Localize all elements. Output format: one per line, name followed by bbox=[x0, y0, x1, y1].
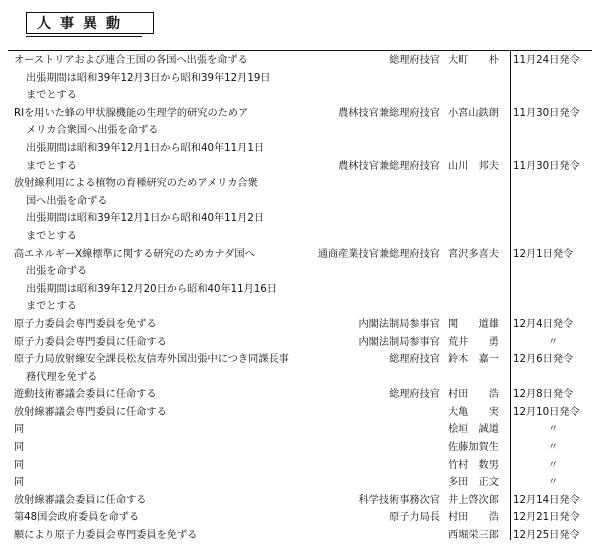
list-item bbox=[0, 210, 600, 228]
list-item bbox=[0, 87, 600, 105]
entry-text: RIを用いた蜂の甲状腺機能の生理学的研究のためア bbox=[14, 107, 249, 119]
entry-text: 同 bbox=[14, 442, 25, 454]
list-item bbox=[0, 158, 600, 176]
official-title: 科学技術事務次官 bbox=[358, 494, 440, 506]
issue-date: 〃 bbox=[548, 459, 559, 471]
issue-date: 12月25日発令 bbox=[513, 530, 580, 542]
person-name: 小宮山鉄朗 bbox=[448, 107, 499, 119]
person-name: 宮沢多喜夫 bbox=[448, 248, 499, 260]
issue-date: 〃 bbox=[548, 336, 559, 348]
entry-text: 同 bbox=[14, 424, 25, 436]
official-title: 総理府技官 bbox=[389, 389, 440, 401]
entry-text: 国へ出張を命ずる bbox=[26, 195, 108, 207]
person-name: 竹村 数男 bbox=[448, 459, 499, 471]
entry-text: 願により原子力委員会専門委員を免ずる bbox=[14, 530, 198, 542]
entry-text: 原子力委員会専門委員を免ずる bbox=[14, 318, 157, 330]
official-title: 総理府技官 bbox=[389, 354, 440, 366]
entry-text: までとする bbox=[26, 301, 77, 313]
person-name: 関 道雄 bbox=[448, 318, 499, 330]
person-name: 大町 朴 bbox=[448, 55, 499, 66]
issue-date: 12月1日発令 bbox=[513, 248, 574, 260]
official-title: 通商産業技官兼総理府技官 bbox=[317, 248, 440, 260]
official-title: 農林技官兼総理府技官 bbox=[338, 107, 440, 119]
official-title: 内閣法制局参事官 bbox=[358, 318, 440, 330]
title-underline bbox=[26, 36, 142, 37]
official-title: 総理府技官 bbox=[389, 55, 440, 66]
person-name: 桧垣 誠道 bbox=[448, 424, 499, 436]
list-item bbox=[0, 193, 600, 211]
list-item bbox=[0, 351, 600, 369]
issue-date: 11月30日発令 bbox=[513, 107, 580, 119]
entry-text: 原子力局放射線安全課長松友信寿外国出張中につき同課長事 bbox=[14, 354, 289, 366]
issue-date: 12月4日発令 bbox=[513, 318, 574, 330]
entry-text: 同 bbox=[14, 459, 25, 471]
entry-text: 原子力委員会専門委員に任命する bbox=[14, 336, 167, 348]
entry-text: 出張期間は昭和39年12月1日から昭和40年11月2日 bbox=[26, 213, 265, 225]
entry-text: 同 bbox=[14, 477, 25, 489]
entry-text: 出張期間は昭和39年12月1日から昭和40年11月1日 bbox=[26, 142, 265, 154]
person-name: 村田 浩 bbox=[448, 512, 499, 524]
entry-text: 放射線利用による植物の育種研究のためアメリカ合衆 bbox=[14, 178, 258, 190]
entry-text: 出張を命ずる bbox=[26, 266, 88, 278]
list-item bbox=[0, 457, 600, 475]
person-name: 大亀 実 bbox=[448, 406, 499, 418]
issue-date: 12月8日発令 bbox=[513, 389, 574, 401]
list-item bbox=[0, 281, 600, 299]
entry-text: 放射線審議会専門委員に任命する bbox=[14, 406, 167, 418]
entry-text: までとする bbox=[26, 90, 77, 102]
person-name: 西堀栄三郎 bbox=[448, 530, 499, 542]
list-item bbox=[0, 527, 600, 545]
list-item bbox=[0, 228, 600, 246]
person-name: 佐藤加賀生 bbox=[448, 442, 499, 454]
official-title: 原子力局長 bbox=[389, 512, 440, 524]
issue-date: 11月24日発令 bbox=[513, 55, 580, 66]
list-item bbox=[0, 70, 600, 88]
entry-text: メリカ合衆国へ出張を命ずる bbox=[26, 125, 159, 137]
list-item bbox=[0, 474, 600, 492]
person-name: 村田 浩 bbox=[448, 389, 499, 401]
person-name: 山川 邦夫 bbox=[448, 160, 499, 172]
entry-text: までとする bbox=[26, 230, 77, 242]
list-item bbox=[0, 439, 600, 457]
list-item bbox=[0, 421, 600, 439]
entry-text: 務代理を免ずる bbox=[26, 371, 98, 383]
list-item bbox=[0, 263, 600, 281]
top-rule bbox=[8, 50, 592, 51]
issue-date: 12月10日発令 bbox=[513, 406, 580, 418]
list-item bbox=[0, 492, 600, 510]
issue-date: 〃 bbox=[548, 477, 559, 489]
list-item bbox=[0, 316, 600, 334]
person-name: 荒井 勇 bbox=[448, 336, 499, 348]
issue-date: 12月14日発令 bbox=[513, 494, 580, 506]
issue-date: 〃 bbox=[548, 442, 559, 454]
entry-text: 出張期間は昭和39年12月3日から昭和39年12月19日 bbox=[26, 72, 271, 84]
issue-date: 11月30日発令 bbox=[513, 160, 580, 172]
list-item bbox=[0, 334, 600, 352]
list-item bbox=[0, 52, 600, 70]
entry-text: 出張期間は昭和39年12月20日から昭和40年11月16日 bbox=[26, 283, 277, 295]
personnel-list bbox=[0, 52, 600, 545]
entry-text: 遊動技術審議会委員に任命する bbox=[14, 389, 157, 401]
list-item bbox=[0, 122, 600, 140]
issue-date: 12月21日発令 bbox=[513, 512, 580, 524]
list-item bbox=[0, 175, 600, 193]
list-item bbox=[0, 298, 600, 316]
page-title: 人事異動 bbox=[26, 12, 154, 34]
official-title: 農林技官兼総理府技官 bbox=[338, 160, 440, 172]
issue-date: 12月6日発令 bbox=[513, 354, 574, 366]
person-name: 多田 正文 bbox=[448, 477, 499, 489]
issue-date: 〃 bbox=[548, 424, 559, 436]
official-title: 内閣法制局参事官 bbox=[358, 336, 440, 348]
list-item bbox=[0, 509, 600, 527]
entry-text: までとする bbox=[26, 160, 77, 172]
list-item bbox=[0, 105, 600, 123]
entry-text: 放射線審議会委員に任命する bbox=[14, 494, 147, 506]
list-item bbox=[0, 404, 600, 422]
entry-text: 高エネルギーX線標準に関する研究のためカナダ国へ bbox=[14, 248, 255, 260]
list-item bbox=[0, 246, 600, 264]
list-item bbox=[0, 369, 600, 387]
list-item bbox=[0, 140, 600, 158]
list-item bbox=[0, 386, 600, 404]
person-name: 鈴木 嘉一 bbox=[448, 354, 499, 366]
person-name: 井上啓次郎 bbox=[448, 494, 499, 506]
entry-text: 第48国会政府委員を命ずる bbox=[14, 512, 140, 524]
entry-text: オーストリアおよび連合王国の各国へ出張を命ずる bbox=[14, 55, 248, 66]
